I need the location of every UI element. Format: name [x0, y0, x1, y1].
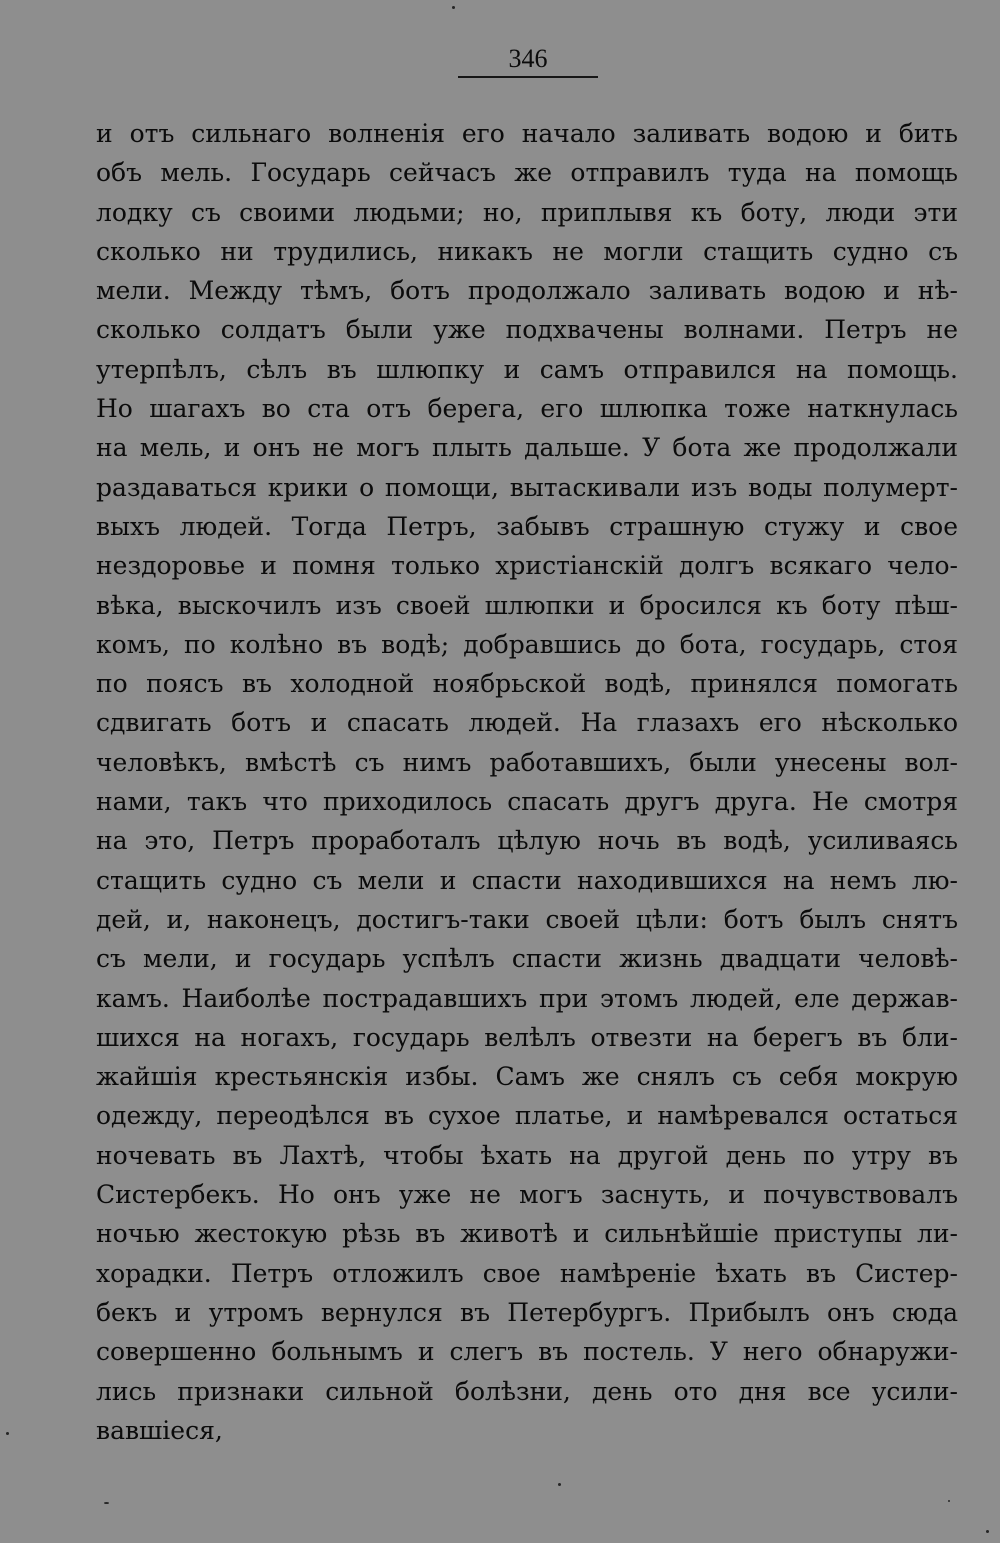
text-line: стащить судно съ мели и спасти находившихся на немъ лю-	[96, 865, 958, 895]
page-number-rule	[458, 76, 598, 78]
scan-speck	[986, 1530, 989, 1533]
text-line: одежду, переодѣлся въ сухое платье, и намѣревался остаться	[96, 1101, 958, 1131]
text-line: человѣкъ, вмѣстѣ съ нимъ работавшихъ, были унесены вол-	[96, 747, 958, 777]
scan-speck	[558, 1483, 561, 1486]
text-line: по поясъ въ холодной ноябрьской водѣ, принялся помогать	[96, 669, 958, 699]
scan-speck	[104, 1502, 109, 1504]
text-line: Но шагахъ во ста отъ берега, его шлюпка тоже наткнулась	[96, 394, 958, 424]
text-line: и отъ сильнаго волненія его начало заливать водою и бить	[96, 119, 958, 148]
page-number: 346	[508, 44, 548, 73]
text-line: выхъ людей. Тогда Петръ, забывъ страшную стужу и свое	[96, 511, 958, 541]
text-line: сдвигать ботъ и спасать людей. На глазахъ его нѣсколько	[96, 708, 958, 738]
text-line: Систербекъ. Но онъ уже не могъ заснуть, и почувствовалъ	[96, 1180, 958, 1210]
text-line: на мель, и онъ не могъ плыть дальше. У бота же продолжали	[96, 433, 958, 463]
text-line: вѣка, выскочилъ изъ своей шлюпки и бросился къ боту пѣш-	[96, 590, 958, 620]
text-line: утерпѣлъ, сѣлъ въ шлюпку и самъ отправился на помощь.	[96, 354, 958, 384]
text-line: мели. Между тѣмъ, ботъ продолжало заливать водою и нѣ-	[96, 276, 958, 306]
text-line: ночевать въ Лахтѣ, чтобы ѣхать на другой день по утру въ	[96, 1140, 958, 1170]
text-line-last: вавшіеся,	[96, 1415, 223, 1445]
body-text	[96, 114, 958, 1450]
text-line: нами, такъ что приходилось спасать другъ друга. Не смотря	[96, 787, 958, 817]
text-line: лись признаки сильной болѣзни, день ото дня все усили-	[96, 1376, 958, 1406]
text-line: сколько ни трудились, никакъ не могли стащить судно съ	[96, 236, 958, 266]
text-line: съ мели, и государь успѣлъ спасти жизнь двадцати человѣ-	[96, 944, 958, 974]
text-line: хорадки. Петръ отложилъ свое намѣреніе ѣхать въ Систер-	[96, 1258, 958, 1288]
text-line: на это, Петръ проработалъ цѣлую ночь въ водѣ, усиливаясь	[96, 826, 958, 856]
text-line: бекъ и утромъ вернулся въ Петербургъ. Прибылъ онъ сюда	[96, 1297, 958, 1327]
text-line: дей, и, наконецъ, достигъ-таки своей цѣли: ботъ былъ снятъ	[96, 904, 958, 934]
text-line: сколько солдатъ были уже подхвачены волнами. Петръ не	[96, 315, 958, 345]
scan-speck	[948, 1500, 950, 1502]
text-line: объ мель. Государь сейчасъ же отправилъ туда на помощь	[96, 158, 958, 188]
text-line: комъ, по колѣно въ водѣ; добравшись до бота, государь, стоя	[96, 629, 958, 659]
text-line: шихся на ногахъ, государь велѣлъ отвезти на берегъ въ бли-	[96, 1022, 958, 1052]
text-line: камъ. Наиболѣе пострадавшихъ при этомъ людей, еле держав-	[96, 983, 958, 1013]
scan-speck	[452, 6, 455, 9]
text-line: совершенно больнымъ и слегъ въ постель. У него обнаружи-	[96, 1337, 958, 1367]
text-line: жайшія крестьянскія избы. Самъ же снялъ съ себя мокрую	[96, 1062, 958, 1092]
text-line: лодку съ своими людьми; но, приплывя къ боту, люди эти	[96, 197, 958, 227]
text-line: раздаваться крики о помощи, вытаскивали изъ воды полумерт-	[96, 472, 958, 502]
scan-speck	[6, 1432, 9, 1435]
text-line: нездоровье и помня только христіанскій долгъ всякаго чело-	[96, 551, 958, 581]
text-line: ночью жестокую рѣзь въ животѣ и сильнѣйшіе приступы ли-	[96, 1219, 958, 1249]
